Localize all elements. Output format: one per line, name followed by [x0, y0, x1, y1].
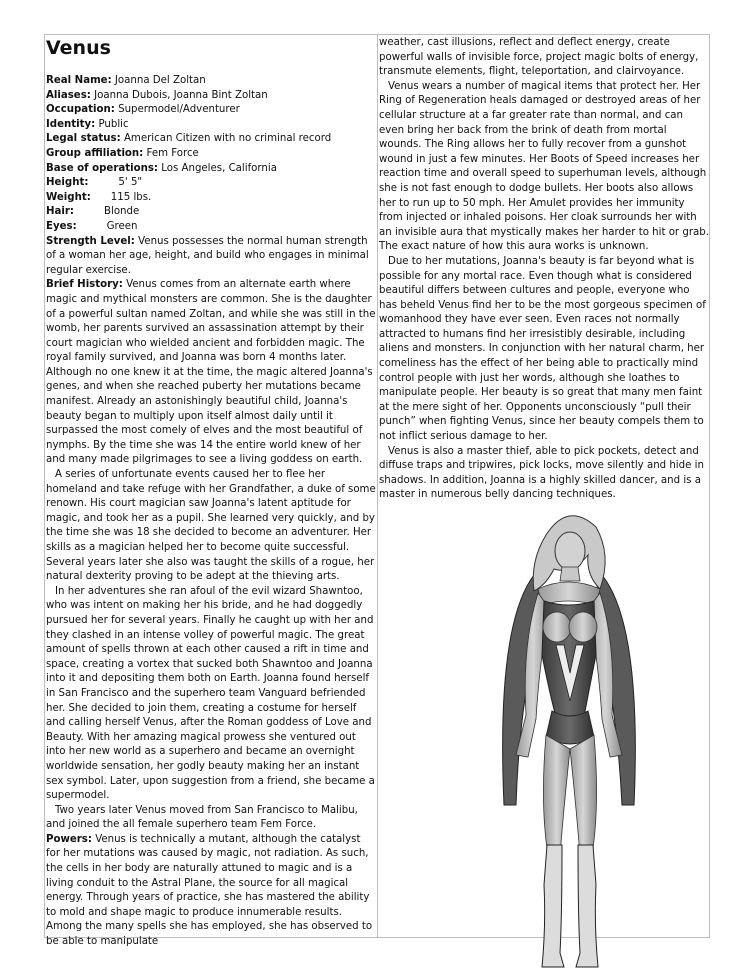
field-hair: Hair: Blonde: [46, 206, 140, 218]
field-group-affiliation: Group affiliation: Fem Force: [46, 147, 199, 159]
field-occupation: Occupation: Supermodel/Adventurer: [46, 104, 240, 116]
venus-character-illustration: [476, 505, 660, 980]
page-title: Venus: [46, 37, 111, 59]
field-base-of-operations: Base of operations: Los Angeles, California: [46, 162, 277, 174]
history-paragraph-2: A series of unfortunate events caused her to flee her homeland and take refuge with her Grandfather, a duke of some renown. His court magician saw Joanna's latent aptitude for magic, and took her as a pupil. She learned very quickly, and by the time she was 18 she decided to become an adventurer. Her skills as a magician helped her to become quite successful. Several years later she also was taught the skills of a rogue, her natural dexterity proving to be adept at the thieving arts.: [46, 469, 376, 583]
powers-paragraph-1: Powers: Venus is technically a mutant, although the catalyst for her mutations was caused by magic, not radiation. As such, the cells in her body are naturally attuned to magic and is a living conduit to the Astral Plane, the source for all magical energy. Through years of practice, she has mastered the ability to mold and shape magic to produce innumerable results. Among the many spells she has employed, she has observed to be able to manipulate: [46, 833, 373, 948]
column-divider: [377, 34, 378, 938]
powers-paragraph-2: Venus wears a number of magical items that protect her. Her Ring of Regeneration heals damaged or destroyed areas of her cellular structure at a far greater rate than normal, and can even bring her back from the brink of death from mortal wounds. The Ring allows her to fully recover from a gunshot wound in just a few minutes. Her Boots of Speed increases her reaction time and overall speed to superhuman levels, although she is not fast enough to dodge bullets. Her boots also allows her to run up to 50 mph. Her Amulet provides her immunity from injected or inhaled poisons. Her cloak surrounds her with an invisible aura that mystically makes her harder to hit or grab. The exact nature of how this aura works is unknown.: [379, 80, 709, 253]
history-paragraph-4: Two years later Venus moved from San Francisco to Malibu, and joined the all female superhero team Fem Force.: [46, 804, 358, 831]
field-eyes: Eyes: Green: [46, 220, 138, 232]
history-paragraph-1: Brief History: Venus comes from an alternate earth where magic and mythical monsters are common. She is the daughter of a powerful sultan named Zoltan, and while she was still in the womb, her parents survived an assassination attempt by their court magician who wielded ancient and forbidden magic. The royal family survived, and Joanna was born 4 months later. Although no one knew it at the time, the magic altered Joanna's genes, and when she reached puberty her mutations became manifest. Already an astonishingly beautiful child, Joanna's beauty began to multiply upon itself almost daily until it surpassed the most comely of elves and the most beautiful of nymphs. By the time she was 14 the entire world knew of her and many made pilgrimages to see a living goddess on earth.: [46, 279, 376, 466]
field-legal-status: Legal status: American Citizen with no criminal record: [46, 133, 332, 145]
field-weight: Weight: 115 lbs.: [46, 191, 152, 203]
field-aliases: Aliases: Joanna Dubois, Joanna Bint Zoltan: [46, 89, 268, 101]
powers-paragraph-3: Due to her mutations, Joanna's beauty is far beyond what is possible for any mortal race. Even though what is considered beautiful differs between cultures and people, everyone who has beheld Venus find her to be the most gorgeous specimen of womanhood they have ever seen. Even races not normally attracted to humans find her irresistibly desirable, including aliens and monsters. In conjunction with her natural charm, her comeliness has the effect of her being able to practically mind control people with just her words, although she loathes to manipulate people. Her beauty is so great that many men faint at the mere sight of her. Opponents unconsciously “pull their punch” when fighting Venus, since her beauty compels them to not inflict serious damage to her.: [379, 255, 706, 443]
field-identity: Identity: Public: [46, 118, 129, 130]
strength-level: Strength Level: Venus possesses the normal human strength of a woman her age, height, and build who engages in minimal regular exercise.: [46, 235, 369, 276]
field-real-name: Real Name: Joanna Del Zoltan: [46, 75, 206, 86]
powers-paragraph-1-continued: weather, cast illusions, reflect and deflect energy, create powerful walls of invisible force, project magic bolts of energy, transmute elements, flight, teleportation, and clairvoyance.: [379, 37, 699, 78]
left-column: [46, 36, 376, 950]
stat-block: [46, 74, 376, 235]
history-paragraph-3: In her adventures she ran afoul of the evil wizard Shawntoo, who was intent on making her his bride, and he had doggedly pursued her for several years. Finally he caught up with her and they clashed in an intense volley of powerful magic. The great amount of spells thrown at each other caused a rift in time and space, creating a vortex that sucked both Shawntoo and Joanna into it and depositing them both on Earth. Joanna found herself in San Francisco and the superhero team Vanguard befriended her. She decided to join them, creating a costume for herself and calling herself Venus, after the Roman goddess of Love and Beauty. With her amazing magical prowess she ventured out into her new world as a superhero and became an overnight worldwide sensation, her godly beauty making her an instant sex symbol. Later, upon suggestion from a friend, she became a supermodel.: [46, 585, 375, 802]
right-column: [379, 36, 709, 503]
powers-paragraph-4: Venus is also a master thief, able to pick pockets, detect and diffuse traps and tripwires, pick locks, move silently and hide in shadows. In addition, Joanna is a highly skilled dancer, and is a master in numerous belly dancing techniques.: [379, 445, 704, 501]
field-height: Height: 5' 5": [46, 177, 143, 189]
